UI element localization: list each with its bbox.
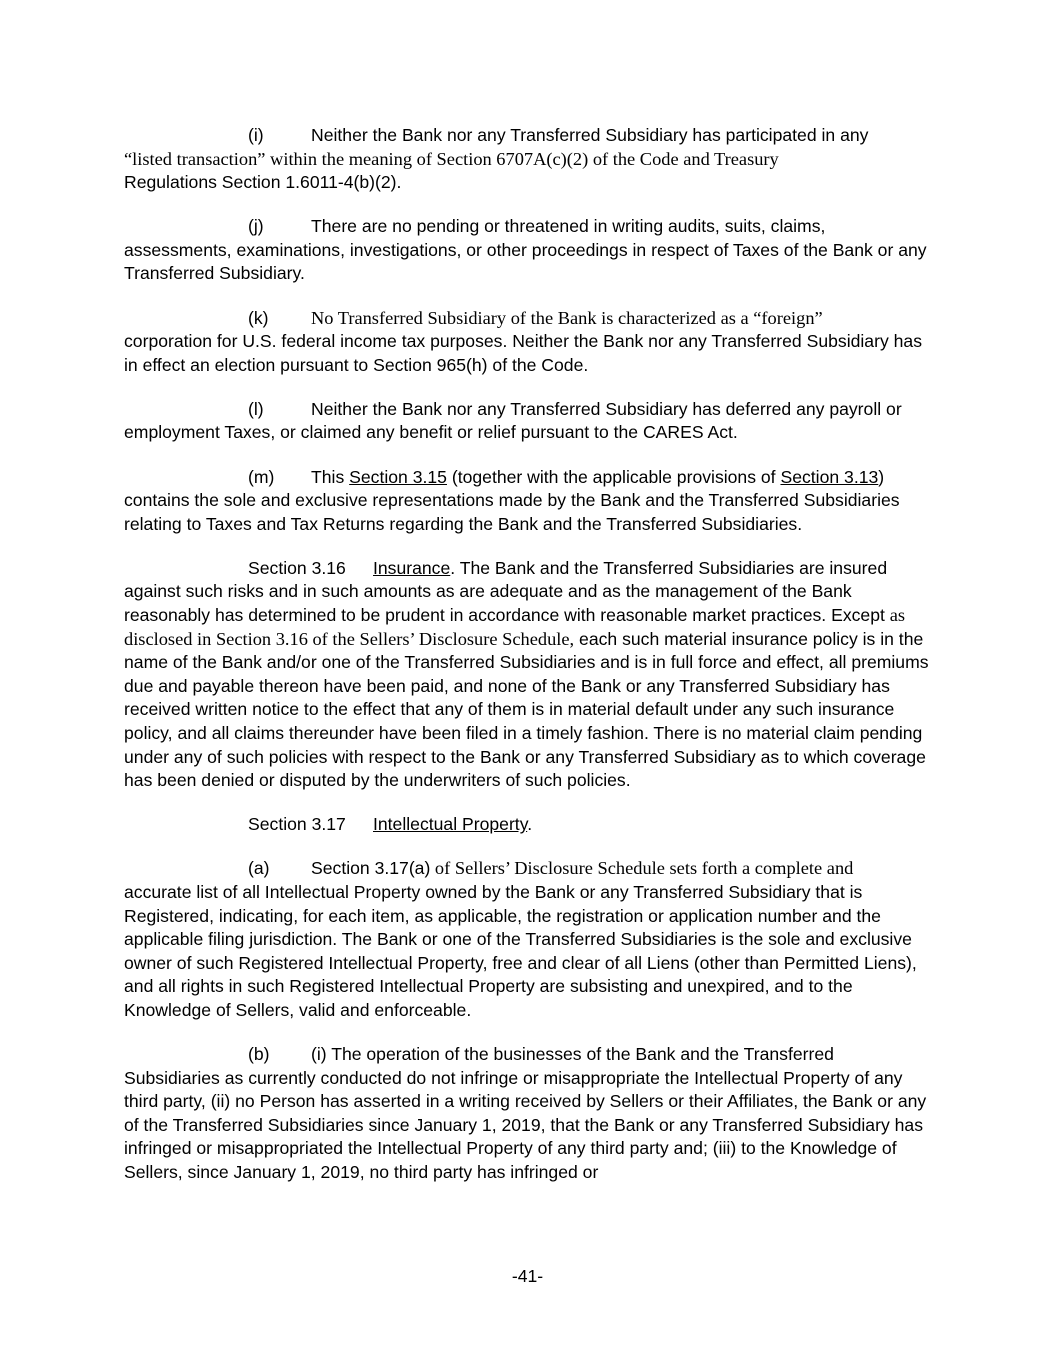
paragraph-l: (l) Neither the Bank nor any Transferred Subsidiary has deferred any payroll or employment Taxes, or claimed any benefit or relief pursuant to the CARES Act. (124, 398, 902, 443)
paragraph-label: (b) (248, 1044, 270, 1064)
section-3-17-heading: Section 3.17 Intellectual Property. (124, 813, 932, 837)
section-3-16-insurance: Section 3.16 Insurance. The Bank and the Transferred Subsidiaries are insured against such risks and in such amounts as are adequate and as the management of the Bank reasonably has determined to be prudent in accordance with reasonable market practices. Except as disclosed in Section 3.16 of the Sellers’ Disclosure Schedule, each such material insurance policy is in the name of the Bank and/or one of the Transferred Subsidiaries and is in full force and effect, all premiums due and payable thereon have been paid, and none of the Bank or any Transferred Subsidiary has received written notice to the effect that any of them is in material default under any such insurance policy, and all claims thereunder have been filed in a timely fashion. There is no material claim pending under any of such policies with respect to the Bank or any Transferred Subsidiary as to which coverage has been denied or disputed by the underwriters of such policies. (124, 557, 929, 791)
section-number: Section 3.17 (248, 814, 346, 835)
page-number: -41- (511, 1266, 544, 1286)
paragraph-k: (k) No Transferred Subsidiary of the Bank is characterized as a “foreign” corporation for U.S. federal income tax purposes. Neither the Bank nor any Transferred Subsidiary has in effect an election pursuant to Section 965(h) of the Code. (124, 307, 922, 375)
section-3-13-reference: Section 3.13 (780, 466, 879, 487)
paragraph-j: (j) There are no pending or threatened in writing audits, suits, claims, assessments, examinations, investigations, or other proceedings in respect of Taxes of the Bank or any Transferred Subsidiary. (124, 216, 927, 284)
section-3-15-reference: Section 3.15 (349, 466, 447, 487)
section-heading: Insurance (373, 557, 451, 578)
paragraph-label: (l) (248, 398, 264, 419)
section-heading: Intellectual Property (373, 814, 528, 835)
paragraph-3-17-b: (b) (i) The operation of the businesses of the Bank and the Transferred Subsidiaries as currently conducted do not infringe or misappropriate the Intellectual Property of any third party, (ii) no Person has asserted in a writing received by Sellers or their Affiliates, the Bank or any of the Transferred Subsidiaries since January 1, 2019, that the Bank or any Transferred Subsidiary has infringed or misappropriated the Intellectual Property of any third party and; (iii) to the Knowledge of Sellers, since January 1, 2019, no third party has infringed or (124, 1044, 927, 1182)
paragraph-3-17-a: (a) Section 3.17(a) of Sellers’ Disclosure Schedule sets forth a complete and accurate list of all Intellectual Property owned by the Bank or any Transferred Subsidiary that is Registered, indicating, for each item, as applicable, the registration or application number and the applicable filing jurisdiction. The Bank or one of the Transferred Subsidiaries is the sole and exclusive owner of such Registered Intellectual Property, free and clear of all Liens (other than Permitted Liens), and all rights in such Registered Intellectual Property are subsisting and unexpired, and to the Knowledge of Sellers, valid and enforceable. (124, 858, 917, 1020)
paragraph-i: (i) Neither the Bank nor any Transferred Subsidiary has participated in any “listed transaction” within the meaning of Section 6707A(c)(2) of the Code and Treasury Regulations Section 1.6011-4(b)(2). (124, 125, 869, 193)
document-body (124, 124, 932, 1205)
paragraph-m: (m) This Section 3.15 (together with the applicable provisions of Section 3.13) contains the sole and exclusive representations made by the Bank and the Transferred Subsidiaries relating to Taxes and Tax Returns regarding the Bank and the Transferred Subsidiaries. (124, 466, 900, 534)
paragraph-label: (j) (248, 216, 264, 237)
section-number: Section 3.16 (248, 557, 346, 578)
paragraph-label: (k) (248, 307, 269, 328)
paragraph-label: (i) (248, 125, 264, 145)
paragraph-label: (m) (248, 466, 275, 487)
paragraph-label: (a) (248, 858, 270, 879)
